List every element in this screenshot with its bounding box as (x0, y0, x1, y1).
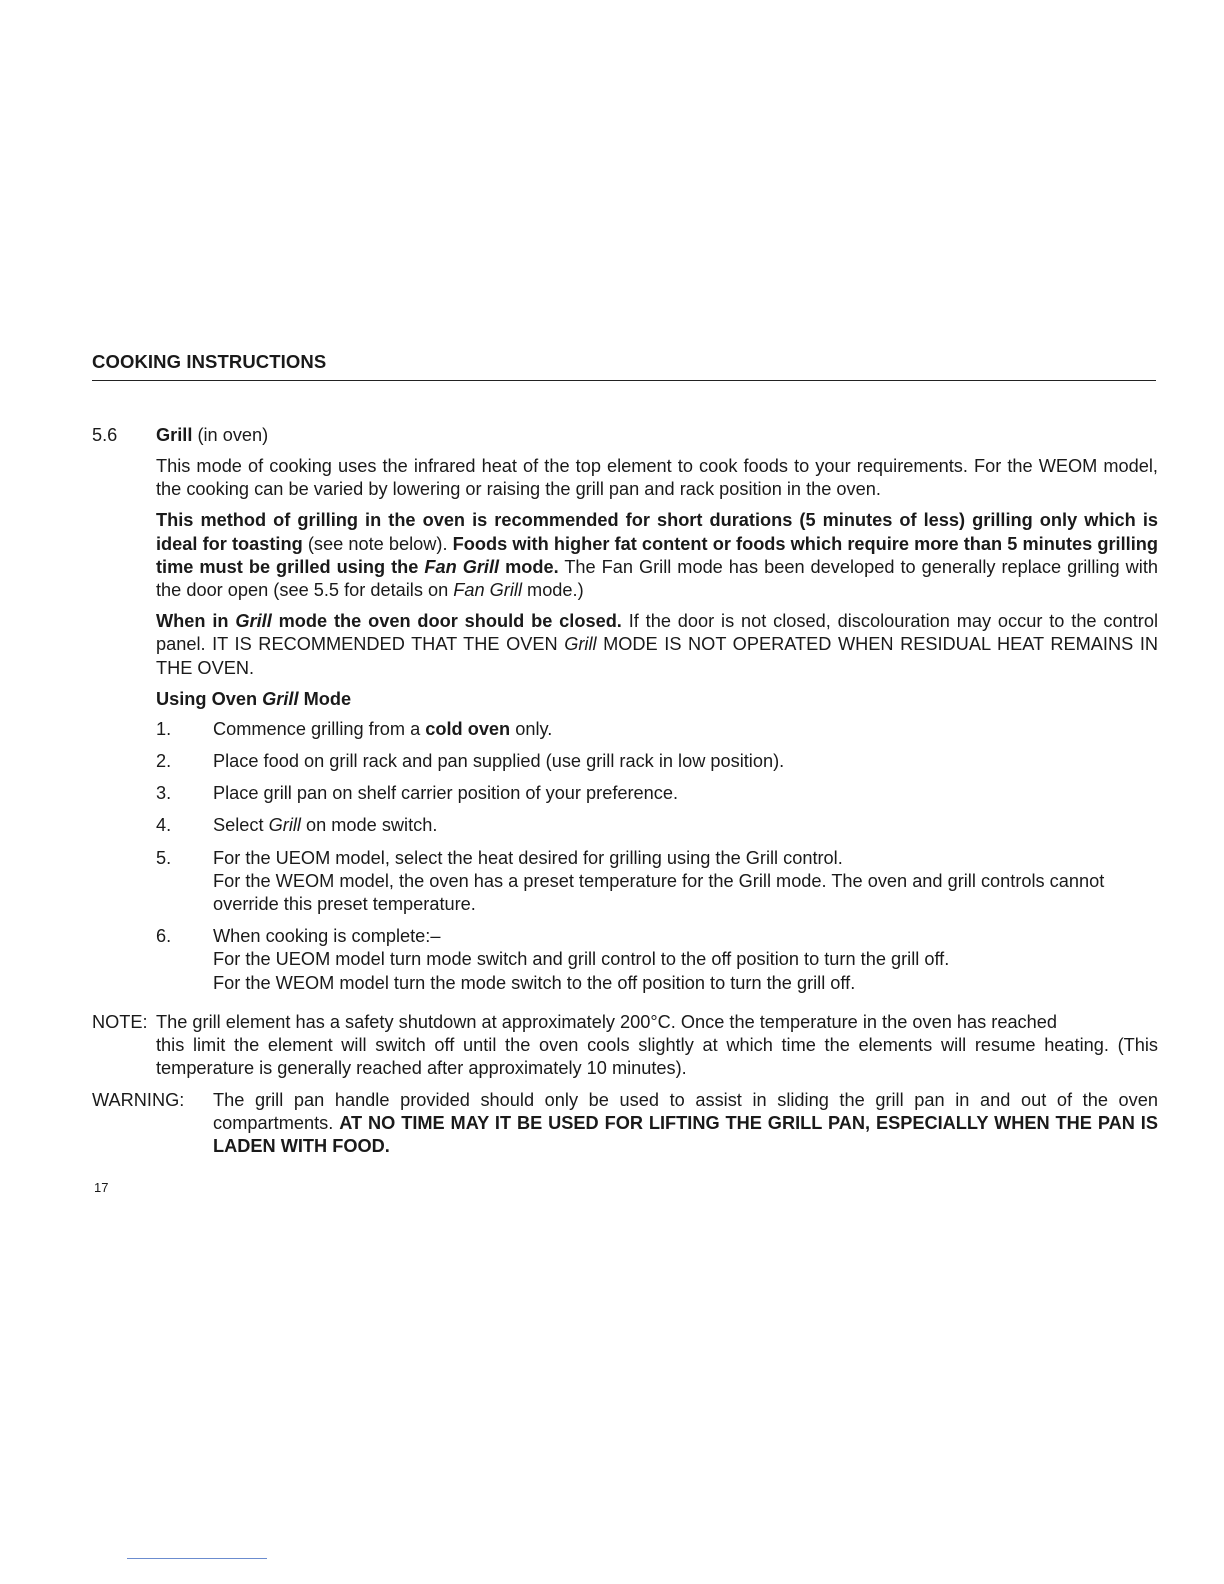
section-number: 5.6 (92, 425, 118, 445)
step-number: 1. (156, 718, 172, 739)
note-label: NOTE: (92, 1012, 148, 1032)
door-plain-1: If the door is not closed, discolouration may occur to the control panel. IT IS RECOMMENDED THAT THE OVEN (156, 611, 1158, 655)
door-bold-2: mode the oven door should be closed. (271, 611, 622, 632)
rec-plain-3: mode.) (521, 580, 584, 601)
steps-list (156, 718, 1158, 995)
step-text (213, 925, 1158, 995)
list-item (156, 814, 1158, 837)
step-number: 2. (156, 751, 172, 772)
door-italic: Grill (564, 634, 597, 655)
step-line: For the UEOM model turn mode switch and grill control to the off position to turn the grill off. (213, 949, 950, 970)
door-bold-italic: Grill (235, 611, 272, 632)
recommendation-paragraph (156, 509, 1158, 602)
rec-bold-3: mode. (499, 556, 559, 577)
step-number: 4. (156, 815, 172, 836)
page-number: 17 (94, 1180, 109, 1195)
warning-text (213, 1089, 1158, 1159)
list-item (156, 750, 1158, 773)
page-header: COOKING INSTRUCTIONS (92, 351, 327, 372)
section-title (156, 425, 268, 446)
using-suffix: Mode (298, 688, 352, 709)
door-paragraph (156, 610, 1158, 680)
warning-plain: The grill pan handle provided should only be used to assist in sliding the grill pan in and out of the oven compartments. (213, 1090, 1158, 1134)
step-number: 5. (156, 847, 172, 868)
step-number: 3. (156, 783, 172, 804)
bottom-divider (127, 1558, 267, 1559)
rec-bold-1: This method of grilling in the oven is recommended for short durations (5 minutes of less) grilling only which is ideal for toasting (156, 510, 1158, 554)
step-text (213, 814, 1158, 837)
step-text-pre: Commence grilling from a (213, 718, 426, 739)
note-continuation: this limit the element will switch off until the oven cools slightly at which time the elements will resume heating. (This temperature is generally reached after approximately 10 minutes). (156, 1035, 1158, 1079)
warning-bold: AT NO TIME MAY IT BE USED FOR LIFTING THE GRILL PAN, ESPECIALLY WHEN THE PAN IS LADEN WITH FOOD. (213, 1113, 1158, 1157)
warning-label: WARNING: (92, 1090, 185, 1110)
note-block (92, 1011, 1158, 1081)
section-title-bold: Grill (156, 425, 193, 445)
rec-plain-1: (see note below). (302, 533, 453, 554)
list-item (156, 925, 1158, 995)
note-text: The grill element has a safety shutdown at approximately 200°C. Once the temperature in the oven has reached (156, 1012, 1057, 1032)
step-text (213, 847, 1158, 917)
section-title-rest: (in oven) (192, 425, 269, 445)
step-text-pre: Select (213, 815, 269, 836)
step-line: For the UEOM model, select the heat desired for grilling using the Grill control. (213, 847, 843, 868)
step-number: 6. (156, 926, 172, 947)
step-text-post: on mode switch. (300, 815, 438, 836)
step-text-italic: Grill (268, 815, 301, 836)
header-divider (92, 380, 1156, 381)
step-text-bold: cold oven (425, 718, 511, 739)
step-text-post: only. (510, 718, 553, 739)
rec-bold-2: Foods with higher fat content or foods which require more than 5 minutes grilling time must be grilled using the (156, 533, 1158, 577)
door-bold-1: When in (156, 611, 236, 632)
list-item (156, 782, 1158, 805)
step-text: Place grill pan on shelf carrier position of your preference. (213, 783, 679, 804)
intro-paragraph: This mode of cooking uses the infrared heat of the top element to cook foods to your requirements. For the WEOM model, the cooking can be varied by lowering or raising the grill pan and rack position in the oven. (156, 456, 1158, 500)
rec-bold-italic: Fan Grill (424, 556, 500, 577)
step-line: For the WEOM model, the oven has a preset temperature for the Grill mode. The oven and grill controls cannot override this preset temperature. (213, 870, 1105, 915)
step-line: For the WEOM model turn the mode switch to the off position to turn the grill off. (213, 972, 856, 993)
warning-block (92, 1089, 1158, 1159)
list-item (156, 718, 1158, 741)
step-line: When cooking is complete:– (213, 926, 441, 947)
door-plain-2: MODE IS NOT OPERATED WHEN RESIDUAL HEAT REMAINS IN THE OVEN. (156, 634, 1159, 678)
section-body (156, 455, 1158, 1004)
using-oven-grill-heading (156, 688, 1158, 711)
using-prefix: Using Oven (156, 688, 263, 709)
using-italic: Grill (262, 688, 299, 709)
step-text (213, 718, 1158, 741)
rec-italic: Fan Grill (453, 580, 522, 601)
step-text: Place food on grill rack and pan supplied (use grill rack in low position). (213, 751, 785, 772)
list-item (156, 847, 1158, 917)
rec-plain-2: The Fan Grill mode has been developed to generally replace grilling with the door open (see 5.5 for details on (156, 556, 1158, 601)
